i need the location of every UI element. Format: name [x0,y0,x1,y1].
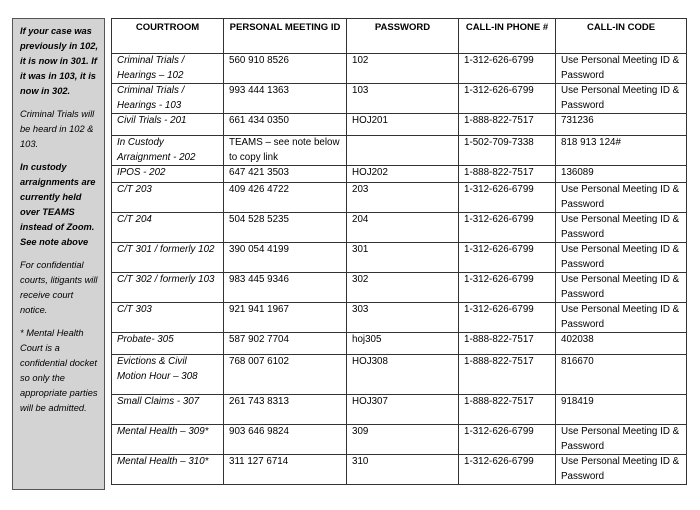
cell-phone: 1-888-822-7517 [459,114,556,136]
cell-password [347,136,459,166]
table-row [112,136,687,166]
cell-password: HOJ201 [347,114,459,136]
cell-code: 818 913 124# [556,136,687,166]
note-confidential: For confidential courts, litigants will receive court notice. [20,260,98,315]
table-row [112,455,687,485]
cell-password: 103 [347,84,459,114]
cell-code: Use Personal Meeting ID & Password [556,54,687,84]
cell-phone: 1-312-626-6799 [459,54,556,84]
cell-courtroom: Small Claims - 307 [112,395,224,425]
cell-phone: 1-312-626-6799 [459,213,556,243]
cell-code: Use Personal Meeting ID & Password [556,213,687,243]
cell-courtroom: Evictions & Civil Motion Hour – 308 [112,355,224,395]
table-row [112,213,687,243]
cell-phone: 1-888-822-7517 [459,355,556,395]
cell-phone: 1-888-822-7517 [459,395,556,425]
table-row [112,54,687,84]
cell-code: Use Personal Meeting ID & Password [556,303,687,333]
cell-password: 203 [347,183,459,213]
cell-code: Use Personal Meeting ID & Password [556,273,687,303]
cell-code: 136089 [556,166,687,183]
header-meeting-id: PERSONAL MEETING ID [224,19,347,54]
header-phone: CALL-IN PHONE # [459,19,556,54]
cell-code: Use Personal Meeting ID & Password [556,183,687,213]
cell-password: HOJ202 [347,166,459,183]
cell-courtroom: C/T 204 [112,213,224,243]
cell-meeting-id: 921 941 1967 [224,303,347,333]
table-row [112,303,687,333]
cell-courtroom: In Custody Arraignment - 202 [112,136,224,166]
table-row [112,273,687,303]
cell-meeting-id: 261 743 8313 [224,395,347,425]
table-row [112,333,687,355]
cell-phone: 1-888-822-7517 [459,333,556,355]
cell-phone: 1-312-626-6799 [459,84,556,114]
cell-phone: 1-312-626-6799 [459,455,556,485]
cell-courtroom: C/T 302 / formerly 103 [112,273,224,303]
cell-courtroom: IPOS - 202 [112,166,224,183]
cell-password: 309 [347,425,459,455]
cell-phone: 1-312-626-6799 [459,425,556,455]
table-row [112,355,687,395]
cell-courtroom: Mental Health – 310* [112,455,224,485]
cell-meeting-id: 983 445 9346 [224,273,347,303]
sidebar-notes [12,18,105,490]
table-row [112,114,687,136]
cell-meeting-id: 409 426 4722 [224,183,347,213]
cell-meeting-id: 661 434 0350 [224,114,347,136]
cell-code: Use Personal Meeting ID & Password [556,84,687,114]
cell-meeting-id: 903 646 9824 [224,425,347,455]
note-mental-health: * Mental Health Court is a confidential docket so only the appropriate parties will be admitted. [20,328,98,413]
cell-password: hoj305 [347,333,459,355]
cell-meeting-id: 560 910 8526 [224,54,347,84]
cell-password: 303 [347,303,459,333]
cell-meeting-id: 993 444 1363 [224,84,347,114]
cell-meeting-id: 390 054 4199 [224,243,347,273]
cell-password: 310 [347,455,459,485]
cell-phone: 1-312-626-6799 [459,183,556,213]
cell-meeting-id: 647 421 3503 [224,166,347,183]
cell-password: 204 [347,213,459,243]
cell-code: Use Personal Meeting ID & Password [556,455,687,485]
cell-meeting-id: 587 902 7704 [224,333,347,355]
table-row [112,425,687,455]
cell-password: HOJ308 [347,355,459,395]
note-criminal-trials: Criminal Trials will be heard in 102 & 103. [20,109,95,149]
note-in-custody: In custody arraignments are currently held over TEAMS instead of Zoom. See note above [20,162,96,247]
header-courtroom: COURTROOM [112,19,224,54]
table-row [112,183,687,213]
table-header-row [112,19,687,54]
cell-code: 402038 [556,333,687,355]
cell-courtroom: Probate- 305 [112,333,224,355]
cell-phone: 1-312-626-6799 [459,273,556,303]
cell-password: 102 [347,54,459,84]
cell-meeting-id: TEAMS – see note below to copy link [224,136,347,166]
cell-courtroom: Criminal Trials / Hearings – 102 [112,54,224,84]
cell-password: HOJ307 [347,395,459,425]
cell-phone: 1-312-626-6799 [459,243,556,273]
cell-courtroom: Criminal Trials / Hearings - 103 [112,84,224,114]
note-relocation: If your case was previously in 102, it is now in 301. If it was in 103, it is now in 302. [20,26,99,96]
cell-meeting-id: 504 528 5235 [224,213,347,243]
cell-phone: 1-888-822-7517 [459,166,556,183]
table-row [112,395,687,425]
cell-code: Use Personal Meeting ID & Password [556,243,687,273]
cell-courtroom: C/T 301 / formerly 102 [112,243,224,273]
header-password: PASSWORD [347,19,459,54]
cell-courtroom: Mental Health – 309* [112,425,224,455]
cell-phone: 1-502-709-7338 [459,136,556,166]
cell-courtroom: C/T 203 [112,183,224,213]
cell-password: 302 [347,273,459,303]
cell-phone: 1-312-626-6799 [459,303,556,333]
cell-meeting-id: 311 127 6714 [224,455,347,485]
courtroom-schedule-table [111,18,687,485]
cell-code: 731236 [556,114,687,136]
table-row [112,243,687,273]
cell-courtroom: C/T 303 [112,303,224,333]
table-row [112,84,687,114]
cell-courtroom: Civil Trials - 201 [112,114,224,136]
header-code: CALL-IN CODE [556,19,687,54]
cell-meeting-id: 768 007 6102 [224,355,347,395]
cell-code: 918419 [556,395,687,425]
table-row [112,166,687,183]
cell-code: Use Personal Meeting ID & Password [556,425,687,455]
cell-password: 301 [347,243,459,273]
cell-code: 816670 [556,355,687,395]
